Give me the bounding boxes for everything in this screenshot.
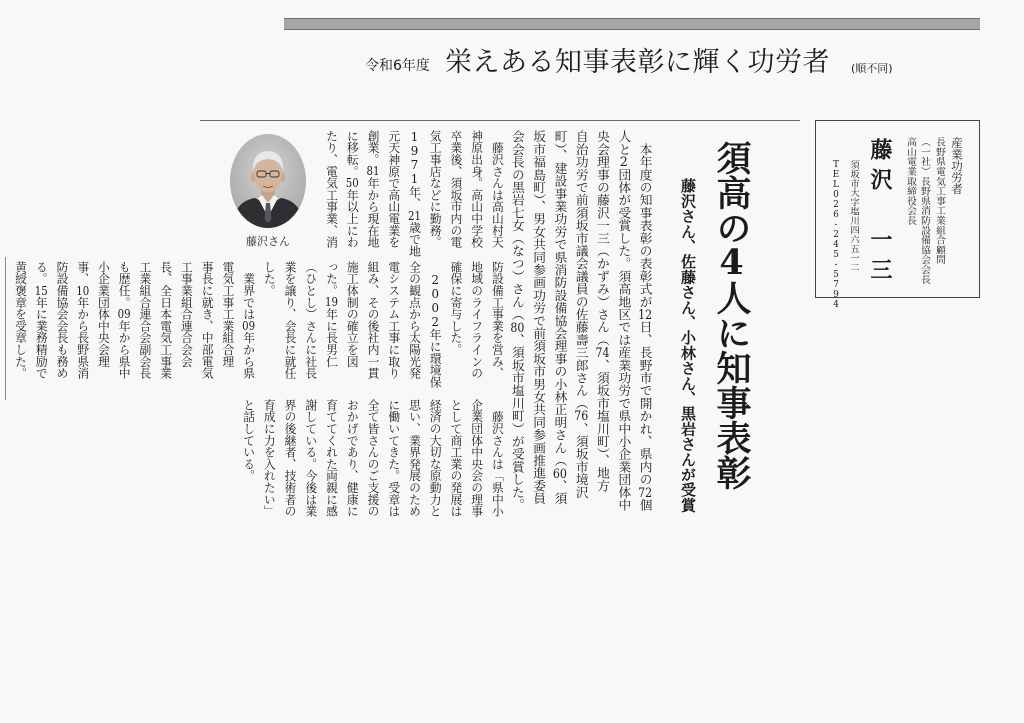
body-line: 工事業組合連合会会 bbox=[179, 261, 194, 368]
body-line: 気工事店などに勤務。 bbox=[428, 130, 443, 248]
body-line: 界の後継者、技術者の bbox=[283, 399, 298, 517]
profile-role: 高山電業取締役会長 bbox=[905, 137, 916, 226]
lede-line: 自治功労で前須坂市議会議員の佐藤壽三郎さん（76、須坂市境沢 bbox=[573, 130, 589, 499]
body-line: 防設備工事業を営み、 bbox=[490, 261, 505, 379]
body-line: おかげであり、健康に bbox=[345, 399, 360, 517]
body-line: 事、10年から長野県消 bbox=[75, 261, 90, 380]
body-line: 長、全日本電気工事業 bbox=[158, 261, 173, 379]
body-line: 工業組合連合会副会長 bbox=[137, 261, 152, 379]
body-line: 地域のライフラインの bbox=[469, 261, 484, 379]
body-line: 思い、業界発展のため bbox=[407, 399, 422, 517]
header-title: 栄えある知事表彰に輝く功労者 bbox=[445, 47, 830, 78]
article-headline: 須高の4人に知事表彰 bbox=[711, 140, 752, 490]
article-body-tier-1 bbox=[321, 130, 508, 257]
body-line: 全て皆さんのご支援の bbox=[366, 399, 380, 517]
body-line: 元天神原で高山電業を bbox=[386, 130, 401, 248]
profile-phone: TEL026-245-5794 bbox=[831, 160, 841, 310]
body-line: も歴任。09年から県中 bbox=[117, 261, 132, 379]
article-lede bbox=[507, 130, 656, 511]
article-subheadline: 藤沢さん、佐藤さん、小林さん、黒岩さんが受賞 bbox=[679, 178, 697, 513]
body-line: 経済の大切な原動力と bbox=[428, 399, 443, 517]
body-line: に働いてきた。受章は bbox=[386, 399, 401, 517]
body-line: たり、電気工事業、消 bbox=[324, 130, 339, 248]
body-line: 組み、その後社内一貫 bbox=[366, 261, 380, 379]
profile-role: （一社）長野県消防設備協会会長 bbox=[919, 137, 930, 284]
body-line: 藤沢さんは高山村天 bbox=[490, 130, 505, 248]
article-body-tier-2 bbox=[10, 261, 508, 388]
body-line: と話している。 bbox=[241, 399, 256, 482]
body-line: 2002年に環境保 bbox=[428, 272, 443, 388]
lede-line: 町）、建設事業功労で県消防設備協会理事の小林正明さん（60、須 bbox=[552, 130, 568, 505]
body-line: 謝している。今後は業 bbox=[303, 399, 318, 517]
profile-category: 産業功労者 bbox=[950, 137, 964, 195]
body-line: 育ててくれた両親に感 bbox=[324, 399, 339, 517]
article-body-tier-3 bbox=[238, 399, 508, 517]
body-line: 小企業団体中央会理 bbox=[96, 261, 111, 368]
profile-role: 長野県電気工事工業組合顧問 bbox=[934, 137, 945, 265]
header-note: (順不同) bbox=[851, 62, 893, 75]
body-line: した。 bbox=[262, 261, 277, 297]
body-line: 企業団体中央会の理事 bbox=[469, 399, 484, 517]
profile-name: 藤沢 一三 bbox=[867, 138, 893, 288]
header-year: 令和6年度 bbox=[365, 58, 430, 74]
body-line: 育成に力を入れたい」 bbox=[262, 399, 277, 517]
body-line: 施工体制の確立を図 bbox=[345, 261, 360, 368]
body-line: に移転。50年以上にわ bbox=[345, 130, 360, 248]
body-line: 創業。81年から現在地 bbox=[366, 130, 380, 249]
body-line: 確保に寄与した。 bbox=[448, 261, 463, 356]
lede-line: 人と2団体が受賞した。須高地区では産業功労で県中小企業団体中 bbox=[616, 130, 632, 512]
lede-line: 坂市福島町）、男女共同参画功労で前須坂市男女共同参画推進委員 bbox=[531, 130, 547, 505]
body-line: った。19年に長男仁 bbox=[324, 261, 339, 368]
body-line: 神原出身。高山中学校 bbox=[469, 130, 484, 248]
article-left-rule bbox=[5, 257, 6, 400]
body-line: 1971年、21歳で地 bbox=[407, 130, 422, 257]
profile-address: 須坂市大字塩川四六五一二 bbox=[848, 160, 859, 272]
body-line: 全の観点から太陽光発 bbox=[407, 261, 422, 379]
header-band bbox=[284, 18, 980, 30]
photo-caption: 藤沢さん bbox=[246, 235, 290, 248]
article-top-rule bbox=[200, 120, 800, 121]
body-line: 卒業後、須坂市内の電 bbox=[448, 130, 463, 248]
body-line: 事長に就き、中部電気 bbox=[200, 261, 215, 379]
body-line: 電システム工事に取り bbox=[386, 261, 401, 379]
body-line: 黄綬褒章を受章した。 bbox=[13, 261, 28, 379]
body-line: 業を譲り、会長に就任 bbox=[283, 261, 298, 379]
lede-line: 会会長の黒岩七女（なつ）さん（80、須坂市塩川町）が受賞した。 bbox=[509, 130, 525, 512]
portrait-photo bbox=[229, 133, 307, 229]
body-line: として商工業の発展は bbox=[448, 399, 463, 517]
body-line: 電気工事工業組合理 bbox=[220, 261, 235, 368]
body-line: （ひとし）さんに社長 bbox=[303, 261, 318, 379]
body-line: る。15年に業務精励で bbox=[34, 261, 49, 380]
body-line: 防設備協会会長も務め bbox=[54, 261, 69, 379]
body-line: 藤沢さんは「県中小 bbox=[490, 399, 505, 517]
lede-line: 本年度の知事表彰の表彰式が12日、長野市で開かれ、県内の72個 bbox=[637, 130, 653, 512]
body-line: 業界では09年から県 bbox=[241, 261, 256, 379]
lede-line: 央会理事の藤沢一三（かずみ）さん（74、須坂市塩川町）、地方 bbox=[595, 130, 611, 492]
